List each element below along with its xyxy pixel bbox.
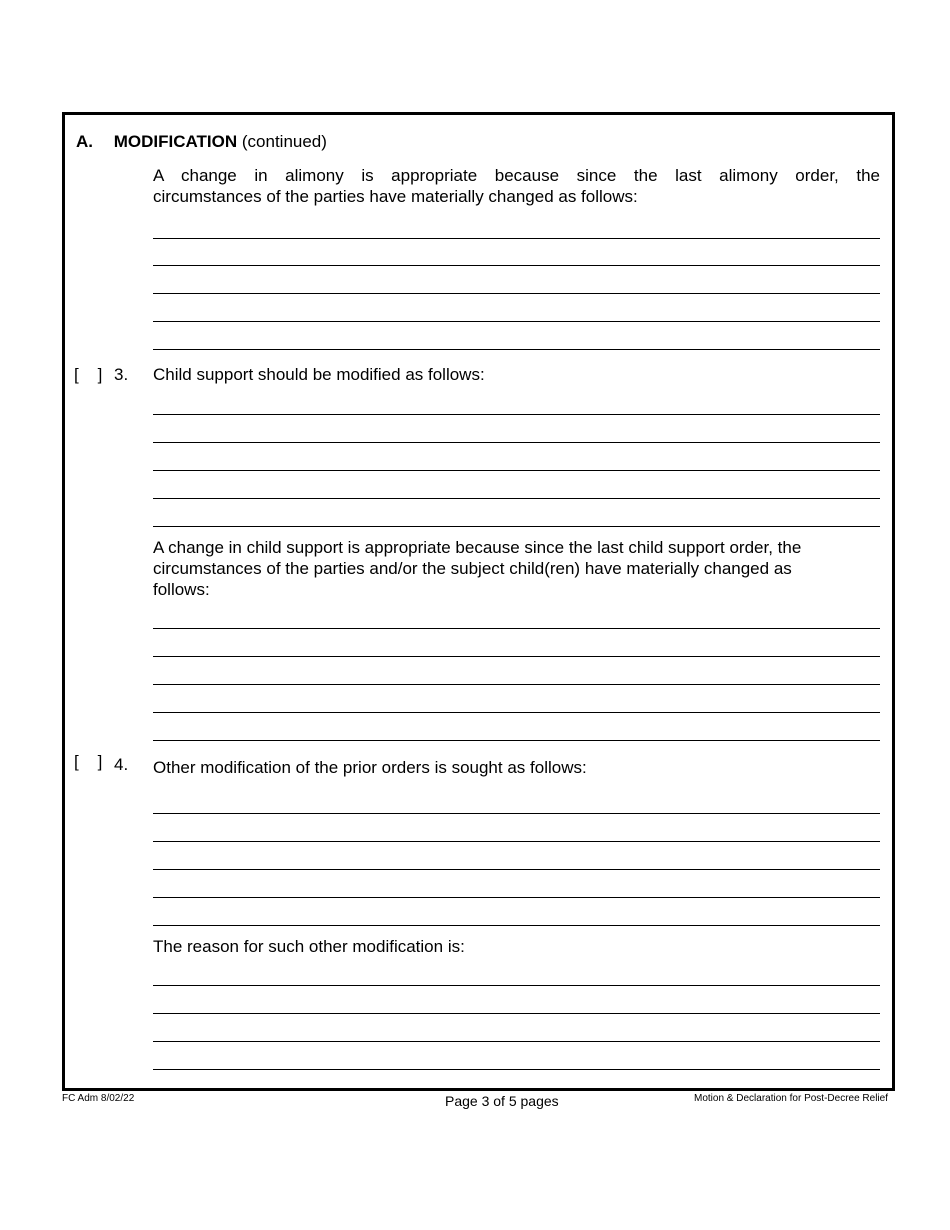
child-support-blank-line[interactable] [153, 442, 880, 443]
other-reason-blank-line[interactable] [153, 1013, 880, 1014]
child-support-reason-blank-line[interactable] [153, 628, 880, 629]
alimony-reason-line2: circumstances of the parties have materially changed as follows: [153, 187, 638, 206]
item3-checkbox[interactable]: [ ] [74, 365, 103, 384]
section-title: MODIFICATION [113, 132, 238, 151]
item4-text: Other modification of the prior orders is sought as follows: [153, 758, 587, 777]
child-support-blank-line[interactable] [153, 414, 880, 415]
alimony-reason-blank-line[interactable] [153, 321, 880, 322]
other-reason-text: The reason for such other modification is: [153, 937, 465, 956]
alimony-reason-blank-line[interactable] [153, 293, 880, 294]
other-modification-blank-line[interactable] [153, 925, 880, 926]
child-support-reason-blank-line[interactable] [153, 656, 880, 657]
child-support-reason-blank-line[interactable] [153, 684, 880, 685]
item4-number: 4. [114, 755, 129, 774]
other-reason-blank-line[interactable] [153, 1069, 880, 1070]
other-modification-blank-line[interactable] [153, 869, 880, 870]
child-support-blank-line[interactable] [153, 470, 880, 471]
child-support-reason-blank-line[interactable] [153, 740, 880, 741]
child-support-reason-line2: circumstances of the parties and/or the subject child(ren) have materially changed as [153, 559, 792, 578]
other-reason-blank-line[interactable] [153, 1041, 880, 1042]
alimony-reason-blank-line[interactable] [153, 238, 880, 239]
item3-text: Child support should be modified as follows: [153, 365, 485, 384]
footer-page-number: Page 3 of 5 pages [445, 1093, 559, 1109]
alimony-reason-blank-line[interactable] [153, 265, 880, 266]
item3-number: 3. [114, 365, 129, 384]
child-support-reason-line3: follows: [153, 580, 210, 599]
child-support-reason-line1: A change in child support is appropriate because since the last child support order, the [153, 538, 802, 557]
footer-form-title: Motion & Declaration for Post-Decree Relief [694, 1093, 888, 1104]
section-letter: A. [76, 132, 93, 151]
footer-form-id: FC Adm 8/02/22 [62, 1093, 135, 1104]
child-support-blank-line[interactable] [153, 498, 880, 499]
other-modification-blank-line[interactable] [153, 897, 880, 898]
item4-checkbox[interactable]: [ ] [74, 752, 103, 771]
section-suffix: (continued) [241, 132, 327, 151]
alimony-reason-blank-line[interactable] [153, 349, 880, 350]
other-modification-blank-line[interactable] [153, 841, 880, 842]
child-support-blank-line[interactable] [153, 526, 880, 527]
section-heading [76, 131, 327, 152]
other-reason-blank-line[interactable] [153, 985, 880, 986]
alimony-reason-line1: A change in alimony is appropriate because since the last alimony order, the [153, 166, 880, 185]
other-modification-blank-line[interactable] [153, 813, 880, 814]
child-support-reason-blank-line[interactable] [153, 712, 880, 713]
